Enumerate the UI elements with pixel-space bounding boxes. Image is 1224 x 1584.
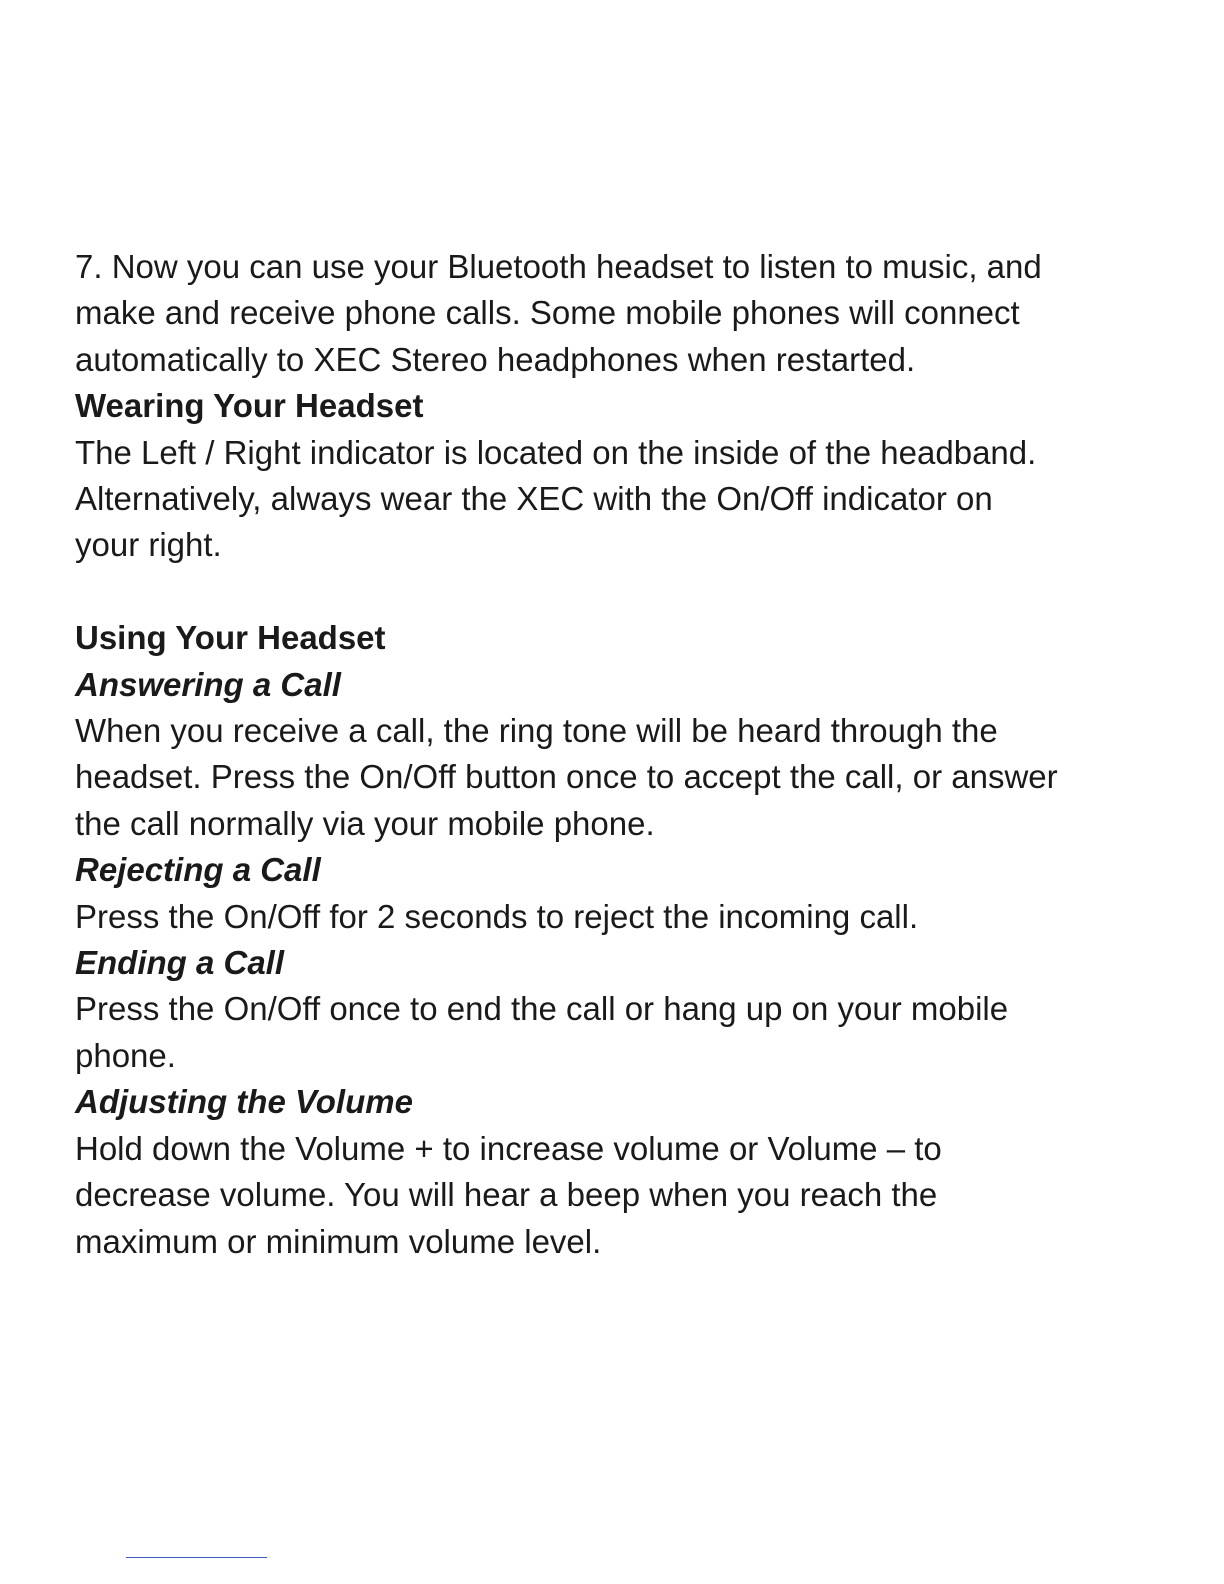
footer-rule [126,1557,267,1558]
paragraph-line: maximum or minimum volume level. [75,1222,602,1260]
subheading-answering: Answering a Call [75,665,341,703]
ending-subsection [75,940,1155,1079]
subheading-rejecting: Rejecting a Call [75,851,321,889]
paragraph-line: make and receive phone calls. Some mobile phones will connect [75,294,1020,332]
paragraph-line: Press the On/Off for 2 seconds to reject the incoming call. [75,897,919,935]
paragraph-line: phone. [75,1036,176,1074]
paragraph-line: Press the On/Off once to end the call or hang up on your mobile [75,990,1009,1028]
paragraph-line: Hold down the Volume + to increase volume or Volume – to [75,1129,942,1167]
paragraph-line: the call normally via your mobile phone. [75,804,655,842]
paragraph-line: Alternatively, always wear the XEC with the On/Off indicator on [75,480,993,518]
paragraph-line: 7. Now you can use your Bluetooth headset to listen to music, and [75,248,1042,285]
paragraph-line: When you receive a call, the ring tone will be heard through the [75,712,998,750]
subheading-volume: Adjusting the Volume [75,1083,413,1121]
paragraph-line: your right. [75,526,222,564]
step-7-paragraph [75,244,1155,383]
paragraph-line: automatically to XEC Stereo headphones when restarted. [75,340,916,378]
blank-line [75,569,1155,615]
volume-subsection [75,1079,1155,1265]
manual-page [75,244,1155,1265]
paragraph-line: decrease volume. You will hear a beep when you reach the [75,1176,938,1214]
paragraph-line: headset. Press the On/Off button once to accept the call, or answer [75,758,1058,796]
section-heading-using: Using Your Headset [75,619,386,657]
section-heading-wearing: Wearing Your Headset [75,387,424,425]
rejecting-subsection [75,847,1155,940]
paragraph-line: The Left / Right indicator is located on the inside of the headband. [75,433,1037,471]
wearing-section [75,383,1155,569]
subheading-ending: Ending a Call [75,944,285,982]
answering-subsection [75,662,1155,848]
